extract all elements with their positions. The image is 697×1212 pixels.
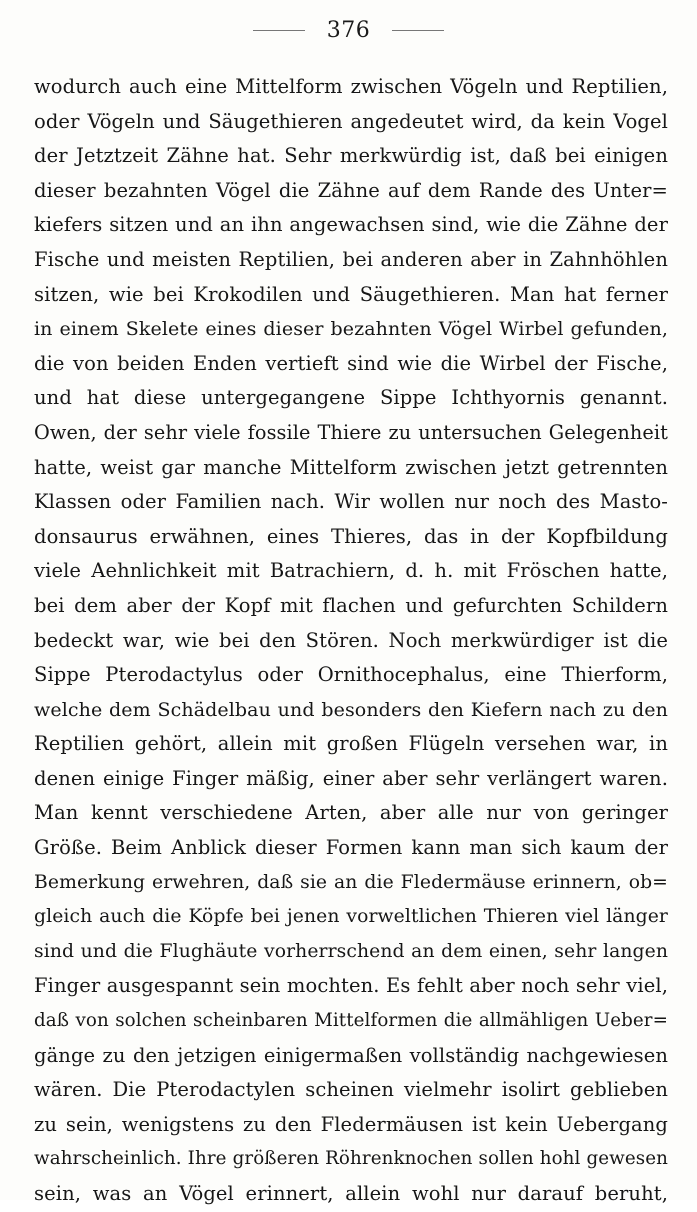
text-line-28: daß von solchen scheinbaren Mittelformen die allmähligen Ueber= (34, 1010, 668, 1032)
text-line-29: gänge zu den jetzigen einigermaßen vollständig nachgewiesen (34, 1043, 668, 1067)
text-line-24: Bemerkung erwehren, daß sie an die Fledermäuse erinnern, ob= (34, 871, 668, 893)
text-line-11: Owen, der sehr viele fossile Thiere zu untersuchen Gelegenheit (34, 420, 668, 444)
text-line-8: in einem Skelete eines dieser bezahnten Vögel Wirbel gefunden, (34, 318, 668, 341)
text-line-19: welche dem Schädelbau und besonders den Kiefern nach zu den (34, 698, 668, 721)
text-line-30: wären. Die Pterodactylen scheinen vielmehr isolirt geblieben (34, 1078, 668, 1102)
text-line-18: Sippe Pterodactylus oder Ornithocephalus, eine Thierform, (34, 663, 668, 687)
text-line-3: der Jetztzeit Zähne hat. Sehr merkwürdig ist, daß bei einigen (34, 144, 668, 168)
text-line-33: sein, was an Vögel erinnert, allein wohl nur darauf beruht, (34, 1182, 668, 1205)
text-line-22: Man kennt verschiedene Arten, aber alle nur von geringer (34, 801, 668, 825)
header-rule-left (253, 30, 305, 31)
text-line-31: zu sein, wenigstens zu den Fledermäusen ist kein Uebergang (34, 1112, 668, 1136)
text-line-6: Fische und meisten Reptilien, bei anderen aber in Zahnhöhlen (34, 247, 668, 271)
text-line-17: bedeckt war, wie bei den Stören. Noch merkwürdiger ist die (34, 628, 668, 652)
text-line-2: oder Vögeln und Säugethieren angedeutet wird, da kein Vogel (34, 109, 668, 133)
body-text (34, 70, 668, 1212)
text-line-4: dieser bezahnten Vögel die Zähne auf dem Rande des Unter= (34, 178, 668, 202)
text-line-13: Klassen oder Familien nach. Wir wollen nur noch des Masto- (34, 490, 668, 514)
text-line-21: denen einige Finger mäßig, einer aber sehr verlängert waren. (34, 766, 668, 790)
page-number: 376 (326, 17, 371, 43)
text-line-1: wodurch auch eine Mittelform zwischen Vögeln und Reptilien, (34, 75, 668, 98)
page-header (0, 14, 697, 46)
header-rule-right (392, 30, 444, 31)
text-line-5: kiefers sitzen und an ihn angewachsen sind, wie die Zähne der (34, 213, 668, 237)
text-line-15: viele Aehnlichkeit mit Batrachiern, d. h. mit Fröschen hatte, (34, 559, 668, 583)
text-line-7: sitzen, wie bei Krokodilen und Säugethieren. Man hat ferner (34, 282, 668, 306)
text-line-16: bei dem aber der Kopf mit flachen und gefurchten Schildern (34, 593, 668, 617)
text-line-10: und hat diese untergegangene Sippe Ichthyornis genannt. (34, 386, 668, 410)
text-line-9: die von beiden Enden vertieft sind wie die Wirbel der Fische, (34, 351, 668, 375)
text-line-25: gleich auch die Köpfe bei jenen vorweltlichen Thieren viel länger (34, 906, 668, 928)
text-line-26: sind und die Flughäute vorherrschend an dem einen, sehr langen (34, 940, 668, 962)
text-line-27: Finger ausgespannt sein mochten. Es fehlt aber noch sehr viel, (34, 974, 668, 998)
text-line-12: hatte, weist gar manche Mittelform zwischen jetzt getrennten (34, 455, 668, 479)
text-line-23: Größe. Beim Anblick dieser Formen kann man sich kaum der (34, 836, 668, 860)
text-line-14: donsaurus erwähnen, eines Thieres, das in der Kopfbildung (34, 524, 668, 548)
text-line-32: wahrscheinlich. Ihre größeren Röhrenknochen sollen hohl gewesen (34, 1148, 668, 1170)
text-line-20: Reptilien gehört, allein mit großen Flügeln versehen war, in (34, 732, 668, 756)
